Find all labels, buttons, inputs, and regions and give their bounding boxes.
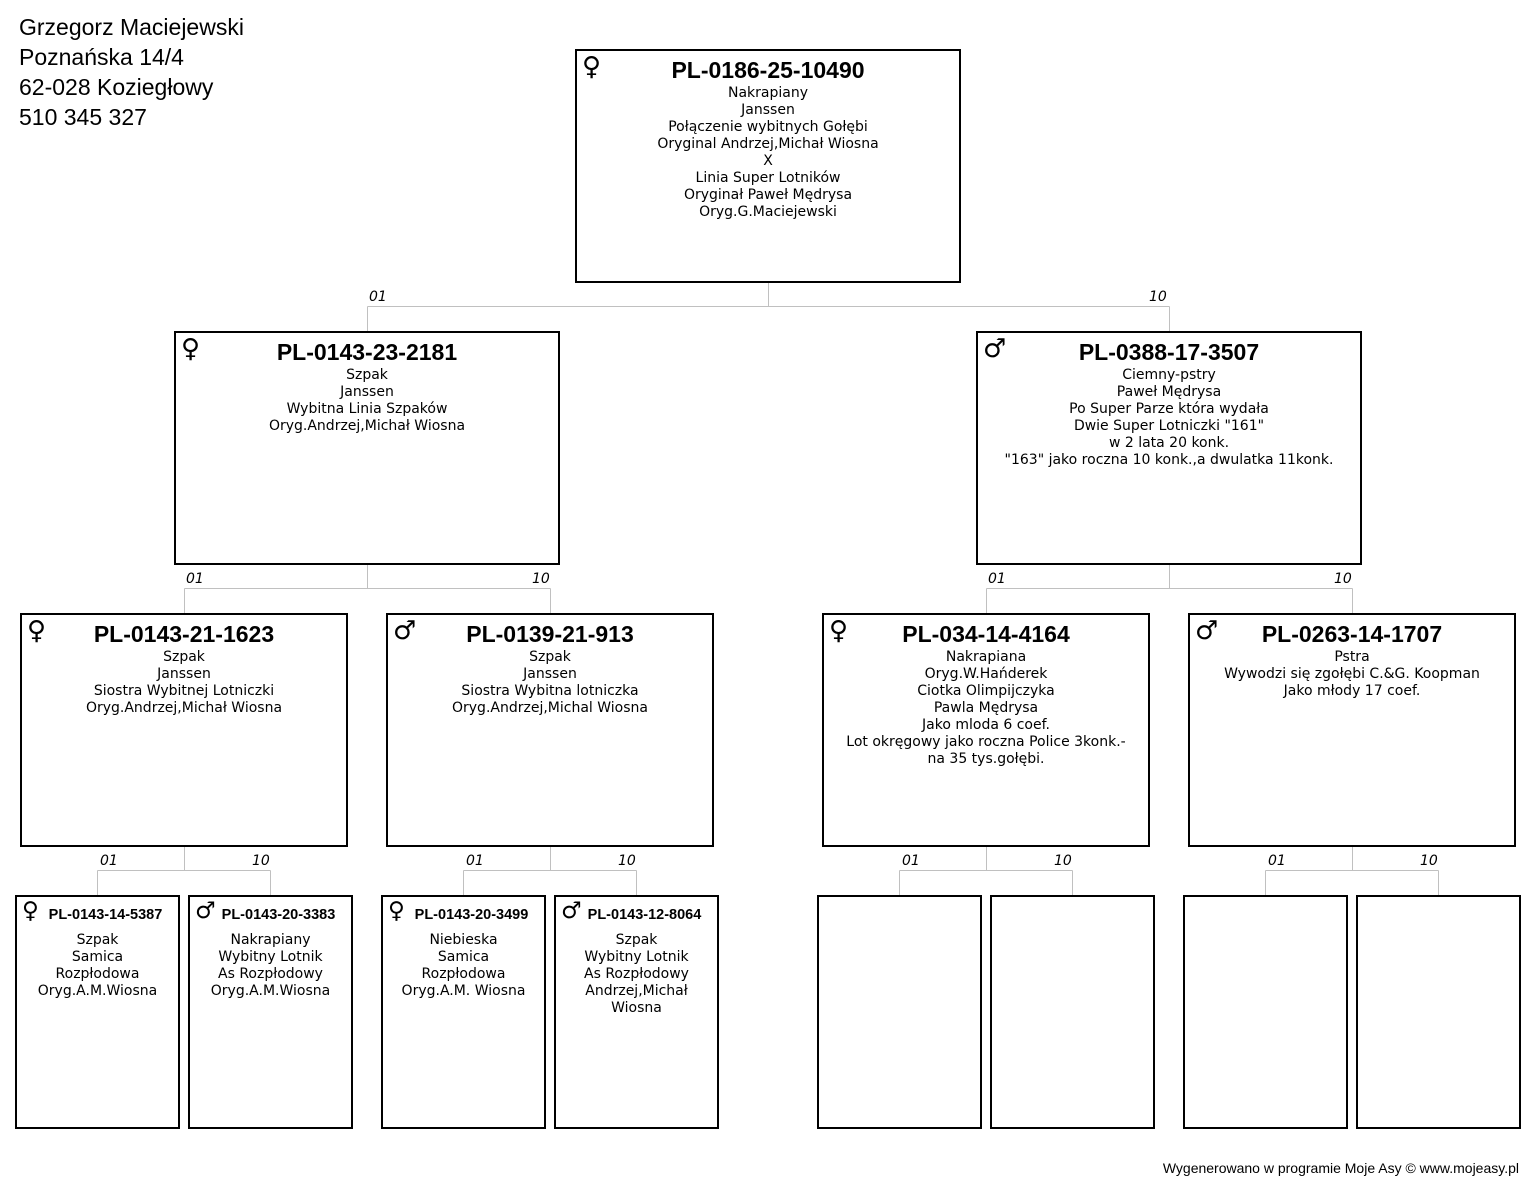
ring-number: PL-0143-12-8064 bbox=[587, 907, 702, 923]
female-symbol-icon: ♀ bbox=[388, 898, 405, 924]
description-line: Samica bbox=[437, 949, 490, 965]
description-line: Nakrapiany bbox=[727, 85, 808, 101]
pigeon-card-sire-dam[interactable] bbox=[822, 613, 1150, 847]
male-symbol-icon: ♂ bbox=[393, 616, 417, 646]
description-line: Janssen bbox=[340, 384, 394, 400]
description-line: "163" jako roczna 10 konk.,a dwulatka 11konk. bbox=[1004, 452, 1334, 468]
description-line: Nakrapiany bbox=[230, 932, 311, 948]
female-symbol-icon: ♀ bbox=[829, 616, 849, 646]
pigeon-card-sire[interactable] bbox=[976, 331, 1362, 565]
branch-label-dam: 01 bbox=[186, 571, 204, 587]
description-line: Oryg.Andrzej,Michał Wiosna bbox=[268, 418, 466, 434]
description-line: Janssen bbox=[741, 102, 795, 118]
pigeon-card-ssd[interactable] bbox=[1183, 895, 1348, 1129]
pigeon-card-ddd[interactable] bbox=[15, 895, 180, 1129]
pigeon-description bbox=[978, 367, 1360, 469]
branch-label-dam: 01 bbox=[466, 853, 484, 869]
description-line: Oryg.Andrzej,Michal Wiosna bbox=[452, 700, 648, 716]
female-symbol-icon: ♀ bbox=[22, 898, 39, 924]
owner-phone: 510 345 327 bbox=[19, 104, 147, 130]
footer-credit: Wygenerowano w programie Moje Asy © www.mojeasy.pl bbox=[1162, 1160, 1519, 1176]
description-line: Pawla Mędrysa bbox=[933, 700, 1039, 716]
description-line: Oryg.W.Hańderek bbox=[924, 666, 1048, 682]
description-line: Wybitna Linia Szpaków bbox=[286, 401, 448, 417]
description-line: Nakrapiana bbox=[945, 649, 1027, 665]
description-line: Szpak bbox=[163, 649, 205, 665]
branch-label-sire: 10 bbox=[1149, 289, 1167, 305]
description-line: Oryg.A.M.Wiosna bbox=[210, 983, 331, 999]
branch-label-dam: 01 bbox=[988, 571, 1006, 587]
description-line: w 2 lata 20 konk. bbox=[1108, 435, 1230, 451]
owner-city: 62-028 Koziegłowy bbox=[19, 74, 214, 100]
description-line: Jako młody 17 coef. bbox=[1283, 683, 1421, 699]
description-line: Oryginał Paweł Mędrysa bbox=[683, 187, 853, 203]
ring-number: PL-034-14-4164 bbox=[902, 621, 1070, 647]
ring-number: PL-0139-21-913 bbox=[466, 621, 634, 647]
pigeon-card-dam-dam[interactable] bbox=[20, 613, 348, 847]
description-line: As Rozpłodowy bbox=[584, 966, 689, 982]
branch-label-sire: 10 bbox=[252, 853, 270, 869]
description-line: Janssen bbox=[523, 666, 577, 682]
ring-number: PL-0388-17-3507 bbox=[1078, 339, 1260, 365]
female-symbol-icon: ♀ bbox=[181, 334, 201, 364]
connector-dam-dam bbox=[98, 846, 271, 896]
connector-dam-sire bbox=[464, 846, 637, 896]
pigeon-card-dss[interactable] bbox=[554, 895, 719, 1129]
connector-sire bbox=[987, 564, 1353, 614]
pigeon-card-dam-sire[interactable] bbox=[386, 613, 714, 847]
description-line: Oryg.A.M. Wiosna bbox=[401, 983, 526, 999]
description-line: Jako mloda 6 coef. bbox=[922, 717, 1050, 733]
description-line: X bbox=[763, 153, 773, 169]
pigeon-description bbox=[22, 649, 346, 717]
owner-street: Poznańska 14/4 bbox=[19, 44, 184, 70]
owner-name: Grzegorz Maciejewski bbox=[19, 14, 244, 40]
branch-label-sire: 10 bbox=[1334, 571, 1352, 587]
pigeon-card-sdd[interactable] bbox=[817, 895, 982, 1129]
ring-number: PL-0186-25-10490 bbox=[671, 57, 865, 83]
description-line: Szpak bbox=[76, 932, 119, 948]
description-line: Wybitny Lotnik bbox=[584, 949, 689, 965]
ring-number: PL-0263-14-1707 bbox=[1261, 621, 1443, 647]
pigeon-description bbox=[577, 85, 959, 221]
description-line: Rozpłodowa bbox=[421, 966, 506, 982]
description-line: Oryg.Andrzej,Michał Wiosna bbox=[85, 700, 283, 716]
description-line: Wywodzi się zgołębi C.&G. Koopman bbox=[1224, 666, 1480, 682]
branch-label-dam: 01 bbox=[100, 853, 118, 869]
pigeon-description bbox=[824, 649, 1148, 768]
female-symbol-icon: ♀ bbox=[582, 52, 602, 82]
branch-label-sire: 10 bbox=[1420, 853, 1438, 869]
description-line: Szpak bbox=[529, 649, 571, 665]
male-symbol-icon: ♂ bbox=[983, 334, 1007, 364]
ring-number: PL-0143-21-1623 bbox=[93, 621, 275, 647]
ring-number: PL-0143-14-5387 bbox=[48, 907, 163, 923]
description-line: Wiosna bbox=[611, 1000, 662, 1016]
description-line: Lot okręgowy jako roczna Police 3konk.- bbox=[846, 734, 1126, 750]
pigeon-description bbox=[1190, 649, 1514, 700]
pigeon-card-sss[interactable] bbox=[1356, 895, 1521, 1129]
description-line: Oryginal Andrzej,Michał Wiosna bbox=[657, 136, 879, 152]
description-line: Ciotka Olimpijczyka bbox=[917, 683, 1055, 699]
branch-label-dam: 01 bbox=[369, 289, 387, 305]
description-line: na 35 tys.gołębi. bbox=[927, 751, 1045, 767]
ring-number: PL-0143-20-3383 bbox=[221, 907, 336, 923]
connector-sire-dam bbox=[900, 846, 1073, 896]
description-line: Andrzej,Michał bbox=[585, 983, 688, 999]
male-symbol-icon: ♂ bbox=[195, 898, 216, 924]
description-line: Rozpłodowa bbox=[55, 966, 140, 982]
female-symbol-icon: ♀ bbox=[27, 616, 47, 646]
description-line: Siostra Wybitnej Lotniczki bbox=[93, 683, 275, 699]
pigeon-card-sds[interactable] bbox=[990, 895, 1155, 1129]
description-line: Oryg.G.Maciejewski bbox=[699, 204, 837, 220]
branch-label-sire: 10 bbox=[1054, 853, 1072, 869]
description-line: Po Super Parze która wydała bbox=[1069, 401, 1269, 417]
pigeon-description bbox=[556, 932, 717, 1017]
branch-label-sire: 10 bbox=[618, 853, 636, 869]
description-line: As Rozpłodowy bbox=[218, 966, 323, 982]
ring-number: PL-0143-23-2181 bbox=[276, 339, 458, 365]
description-line: Połączenie wybitnych Gołębi bbox=[668, 119, 868, 135]
connector-sire-sire bbox=[1266, 846, 1439, 896]
pigeon-card-dsd[interactable] bbox=[381, 895, 546, 1129]
ring-number: PL-0143-20-3499 bbox=[414, 907, 529, 923]
description-line: Oryg.A.M.Wiosna bbox=[37, 983, 158, 999]
branch-label-dam: 01 bbox=[902, 853, 920, 869]
pigeon-card-root[interactable] bbox=[575, 49, 961, 283]
branch-label-dam: 01 bbox=[1268, 853, 1286, 869]
description-line: Paweł Mędrysa bbox=[1116, 384, 1222, 400]
description-line: Siostra Wybitna lotniczka bbox=[461, 683, 639, 699]
description-line: Ciemny-pstry bbox=[1122, 367, 1216, 383]
pigeon-card-sire-sire[interactable] bbox=[1188, 613, 1516, 847]
pigeon-description bbox=[388, 649, 712, 717]
pigeon-description bbox=[176, 367, 558, 435]
pigeon-description bbox=[383, 932, 544, 1000]
description-line: Pstra bbox=[1334, 649, 1370, 665]
male-symbol-icon: ♂ bbox=[561, 898, 582, 924]
connector-dam bbox=[185, 564, 551, 614]
branch-label-sire: 10 bbox=[532, 571, 550, 587]
connector-root bbox=[368, 282, 1170, 332]
pigeon-description bbox=[190, 932, 351, 1000]
description-line: Szpak bbox=[615, 932, 658, 948]
description-line: Szpak bbox=[346, 367, 388, 383]
pigeon-card-dds[interactable] bbox=[188, 895, 353, 1129]
male-symbol-icon: ♂ bbox=[1195, 616, 1219, 646]
description-line: Linia Super Lotników bbox=[695, 170, 841, 186]
pigeon-description bbox=[17, 932, 178, 1000]
description-line: Wybitny Lotnik bbox=[218, 949, 323, 965]
description-line: Janssen bbox=[157, 666, 211, 682]
description-line: Dwie Super Lotniczki "161" bbox=[1073, 418, 1265, 434]
pigeon-card-dam[interactable] bbox=[174, 331, 560, 565]
description-line: Samica bbox=[71, 949, 124, 965]
description-line: Niebieska bbox=[429, 932, 498, 948]
